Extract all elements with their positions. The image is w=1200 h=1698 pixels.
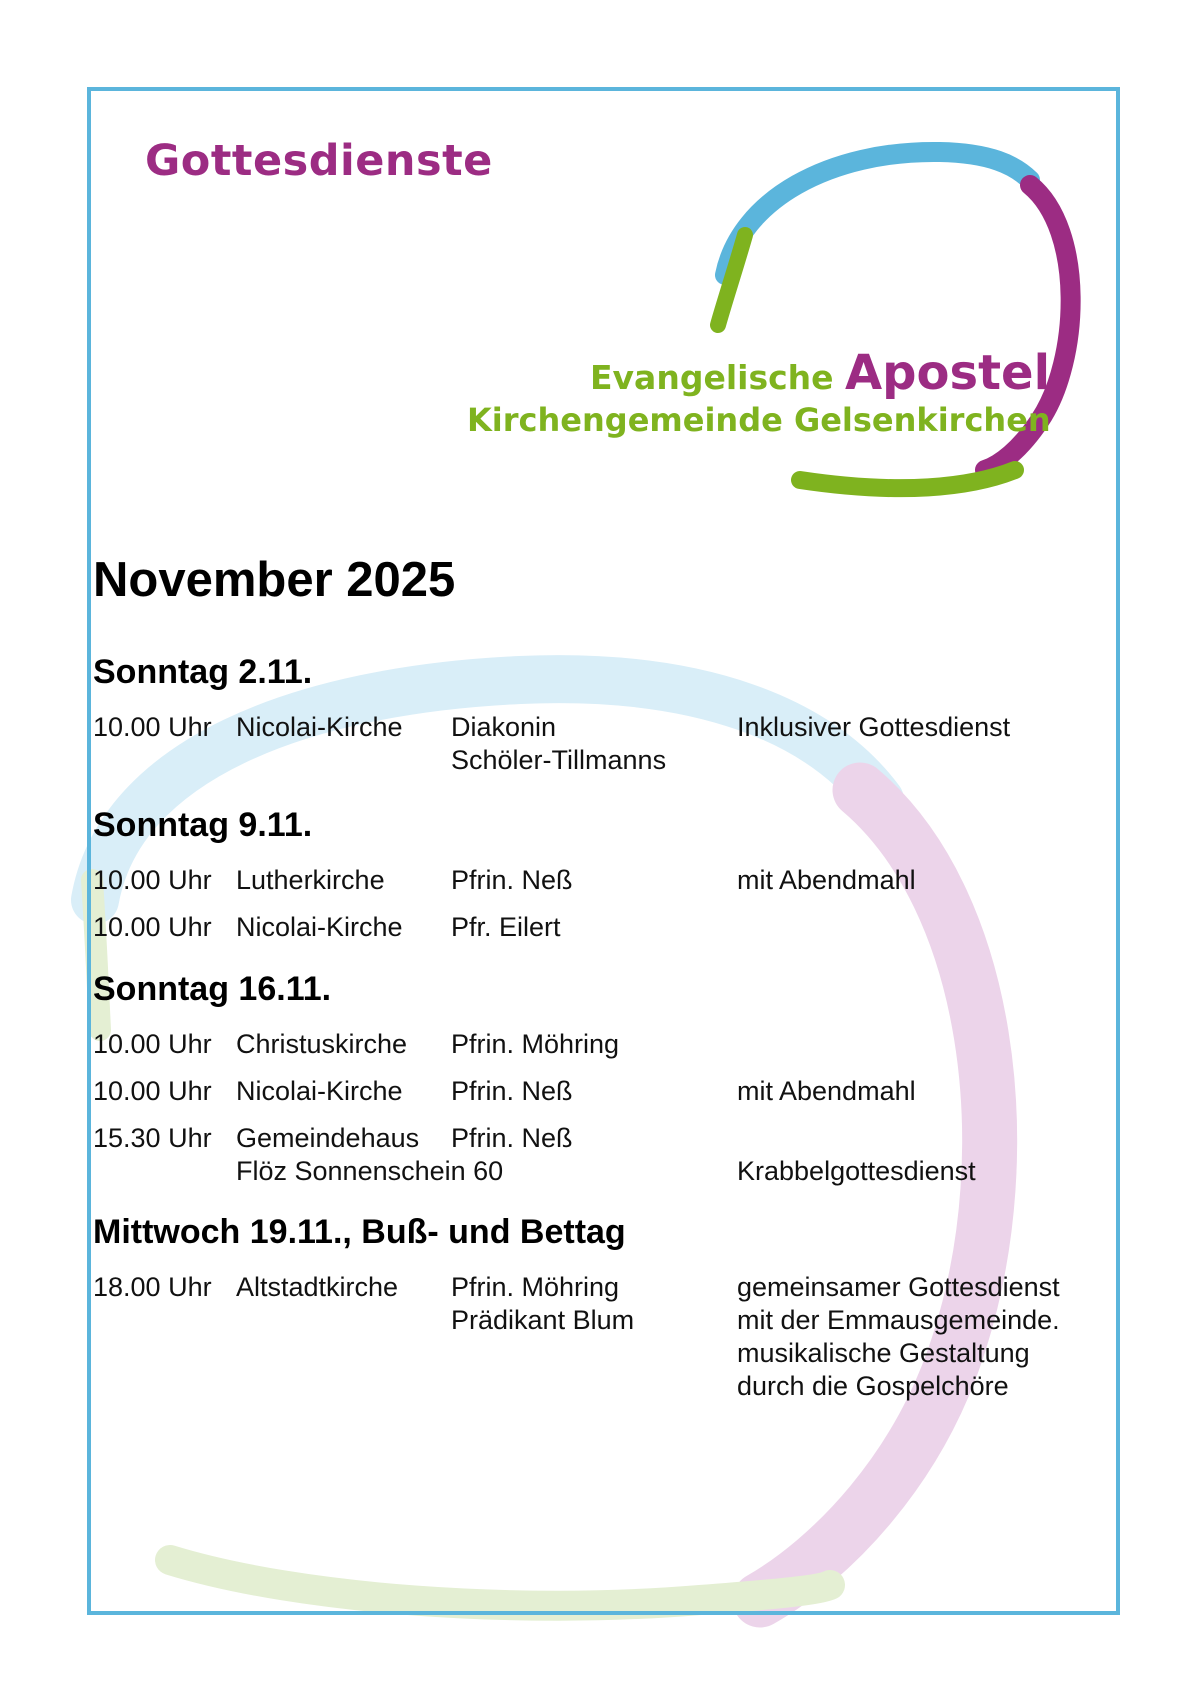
service-person: Pfrin. Neß	[451, 1123, 573, 1153]
service-person: Pfrin. Neß	[451, 1076, 573, 1106]
note-line: mit der Emmausgemeinde.	[737, 1305, 1060, 1335]
person-line: Pfrin. Möhring	[451, 1272, 620, 1302]
logo-text-line2: Kirchengemeinde Gelsenkirchen	[467, 401, 1051, 439]
person-line: Diakonin	[451, 712, 557, 742]
service-note	[737, 1122, 976, 1188]
section-heading: Mittwoch 19.11., Buß- und Bettag	[93, 1213, 626, 1251]
service-time: 10.00 Uhr	[93, 712, 212, 742]
service-row	[93, 1122, 1093, 1188]
service-note: mit Abendmahl	[737, 1076, 916, 1106]
service-person	[451, 1271, 634, 1337]
logo-name: Apostel	[845, 345, 1051, 401]
place-line: Gemeindehaus	[236, 1123, 420, 1153]
service-person: Pfr. Eilert	[451, 912, 561, 942]
service-row	[93, 864, 1093, 897]
service-place: Altstadtkirche	[236, 1272, 399, 1302]
service-row	[93, 1075, 1093, 1108]
service-time: 10.00 Uhr	[93, 1029, 212, 1059]
note-line: durch die Gospelchöre	[737, 1371, 1009, 1401]
note-line: musikalische Gestaltung	[737, 1338, 1030, 1368]
place-line: Flöz Sonnenschein 60	[236, 1156, 504, 1186]
service-person	[451, 711, 666, 777]
service-time: 10.00 Uhr	[93, 912, 212, 942]
service-person: Pfrin. Möhring	[451, 1029, 620, 1059]
service-row	[93, 1028, 1093, 1061]
person-line: Prädikant Blum	[451, 1305, 635, 1335]
logo-text-line1	[590, 345, 1050, 401]
note-line: Krabbelgottesdienst	[737, 1156, 976, 1186]
service-time: 18.00 Uhr	[93, 1272, 212, 1302]
section-heading: Sonntag 9.11.	[93, 806, 313, 844]
note-line: gemeinsamer Gottesdienst	[737, 1272, 1060, 1302]
service-time: 10.00 Uhr	[93, 865, 212, 895]
service-place: Nicolai-Kirche	[236, 712, 403, 742]
logo-prefix: Evangelische	[590, 358, 834, 397]
service-note: Inklusiver Gottesdienst	[737, 712, 1011, 742]
service-row	[93, 911, 1093, 944]
service-row	[93, 711, 1093, 777]
month-title: November 2025	[93, 553, 456, 607]
page-header-title: Gottesdienste	[145, 136, 493, 186]
service-place: Nicolai-Kirche	[236, 1076, 403, 1106]
service-note: mit Abendmahl	[737, 865, 916, 895]
section-heading: Sonntag 2.11.	[93, 653, 313, 691]
person-line: Schöler-Tillmanns	[451, 745, 667, 775]
service-place: Lutherkirche	[236, 865, 385, 895]
service-place: Christuskirche	[236, 1029, 408, 1059]
service-row	[93, 1271, 1093, 1403]
church-logo-swirl	[460, 130, 1120, 520]
section-heading: Sonntag 16.11.	[93, 970, 332, 1008]
service-place: Nicolai-Kirche	[236, 912, 403, 942]
service-time: 10.00 Uhr	[93, 1076, 212, 1106]
service-time: 15.30 Uhr	[93, 1123, 212, 1153]
service-person: Pfrin. Neß	[451, 865, 573, 895]
service-note	[737, 1271, 1060, 1403]
